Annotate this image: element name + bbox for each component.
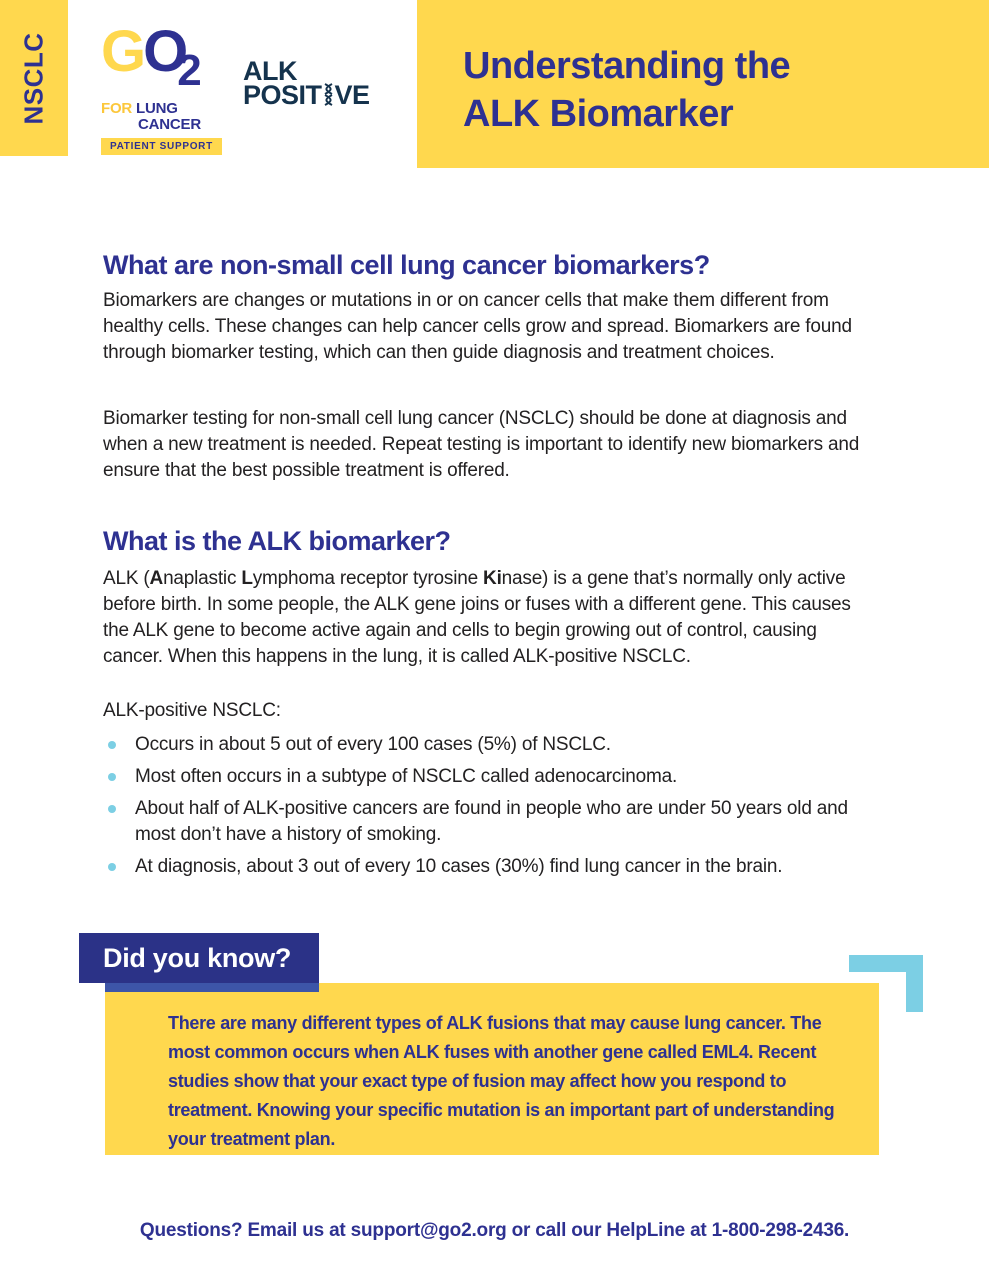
bullet-dot-icon [108,805,116,813]
list-item-text: Occurs in about 5 out of every 100 cases (5%) of NSCLC. [135,734,611,755]
alk-description-paragraph: ALK (Anaplastic Lymphoma receptor tyrosine Kinase) is a gene that’s normally only active before birth. In some people, the ALK gene joins or fuses with a different gene. This causes the ALK gene to become active again and cells to begin growing out of control, causing cancer. When this happens in the lung, it is called ALK-positive NSCLC. [103,568,851,667]
nsclc-side-tab-label: NSCLC [18,31,49,125]
section-heading-alk: What is the ALK biomarker? [103,526,451,556]
go2-logo [101,19,222,155]
go2-logo-wordmark [101,19,222,95]
go2-tagline-line2: CANCER [138,116,201,133]
dna-helix-icon [323,83,334,107]
go2-tagline-line1: FOR LUNG [101,100,178,117]
bullet-dot-icon [108,773,116,781]
alk-positive-line1: ALK [243,56,297,86]
list-item [103,732,875,758]
alk-facts-list [103,732,875,886]
biomarkers-paragraph-1: Biomarkers are changes or mutations in or on cancer cells that make them different from healthy cells. These changes can help cancer cells grow and spread. Biomarkers are found through biomarker testing, which can then guide diagnosis and treatment choices. [103,290,852,363]
alk-list-intro: ALK-positive NSCLC: [103,700,281,721]
section-heading-biomarkers: What are non-small cell lung cancer biomarkers? [103,250,710,280]
go2-letter-g: G [101,19,144,84]
list-item-text: About half of ALK-positive cancers are found in people who are under 50 years old and most don’t have a history of smoking. [135,798,848,845]
corner-bracket-icon [849,955,906,1012]
footer-contact-line: Questions? Email us at support@go2.org or call our HelpLine at 1-800-298-2436. [139,1220,850,1241]
did-you-know-text: There are many different types of ALK fusions that may cause lung cancer. The most common occurs when ALK fuses with another gene called EML4. Recent studies show that your exact type of fusion may affect how you respond to treatment. Knowing your specific mutation is an important part of understanding your treatment plan. [168,1013,835,1149]
list-item-text: At diagnosis, about 3 out of every 10 cases (30%) find lung cancer in the brain. [135,856,783,877]
list-item [103,764,875,790]
alk-positive-line2: POSIT VE [243,80,370,110]
bullet-dot-icon [108,863,116,871]
list-item [103,796,875,848]
page-title-line1: Understanding the [463,45,791,87]
list-item [103,854,875,880]
go2-letter-o: O [143,19,186,84]
nsclc-side-tab [0,0,68,156]
page-title-line2: ALK Biomarker [463,93,734,135]
bullet-dot-icon [108,741,116,749]
biomarkers-paragraph-2: Biomarker testing for non-small cell lung cancer (NSCLC) should be done at diagnosis and when a new treatment is needed. Repeat testing is important to identify new biomarkers and ensure that the best possible treatment is offered. [103,408,860,481]
did-you-know-banner: Did you know? [79,933,319,983]
did-you-know-callout-box [105,983,879,1155]
patient-support-badge: PATIENT SUPPORT [101,138,222,155]
title-banner [417,0,989,168]
list-item-text: Most often occurs in a subtype of NSCLC called adenocarcinoma. [135,766,678,787]
did-you-know-accent-bar [105,983,319,992]
go2-numeral-2: 2 [177,46,199,95]
alk-positive-logo [243,56,370,110]
